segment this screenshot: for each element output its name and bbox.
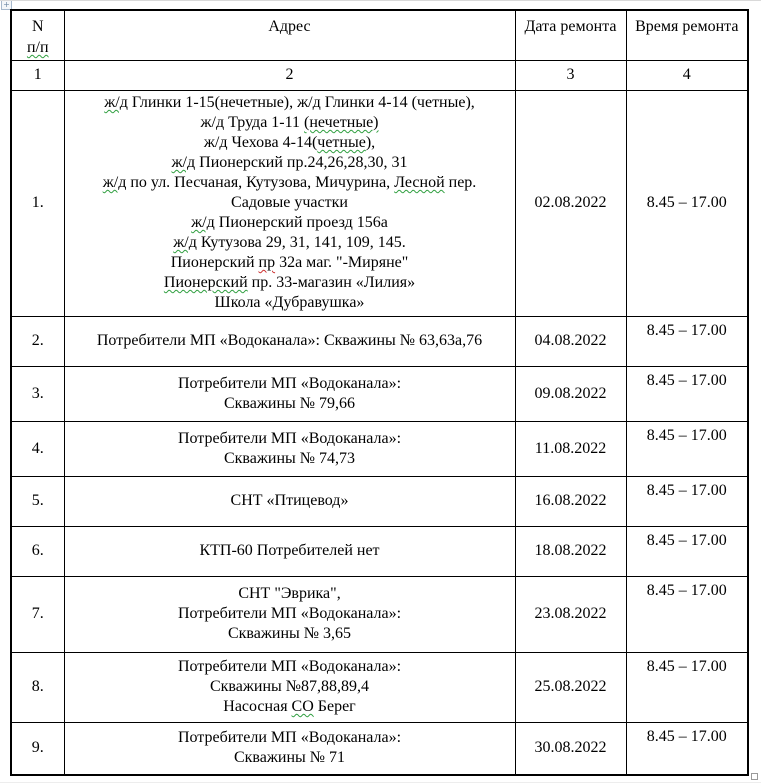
column-index-1[interactable]: 1 [11,60,64,90]
address-text: ж/д Чехова 4-14( [203,134,318,151]
row-number-cell[interactable]: 9. [11,722,64,775]
repair-time-cell[interactable]: 8.45 – 17.00 [626,526,748,576]
table-row [11,366,748,421]
address-line [65,233,515,253]
table-body [11,90,748,775]
repair-date-cell[interactable]: 16.08.2022 [515,476,626,526]
address-text: Берег [313,698,356,715]
row-number-cell[interactable]: 8. [11,652,64,722]
spellcheck-marked-text: (нечетные) [304,114,379,131]
table-row [11,476,748,526]
repair-time-cell[interactable]: 8.45 – 17.00 [626,366,748,421]
repair-time-cell[interactable]: 8.45 – 17.00 [626,476,748,526]
address-text: Скважины № 3,65 [227,625,352,642]
address-text: Скважины № 71 [233,749,346,767]
address-line [65,748,515,768]
address-line [65,253,515,273]
address-line [65,213,515,233]
col-header-num-line2: п/п [26,39,49,56]
col-header-num-line1: N [31,18,44,35]
address-text: Пионерский [170,254,259,271]
address-line [65,657,515,677]
address-text: Глинки 1-15(нечетные), ж/д Глинки 4-14 (четные), [127,94,475,111]
address-text: Потребители МП «Водоканала»: [177,374,402,392]
row-number-cell[interactable]: 5. [11,476,64,526]
address-text: Пионерский проезд 156а [214,214,388,231]
col-header-address[interactable]: Адрес [64,10,515,60]
repair-time-cell[interactable]: 8.45 – 17.00 [626,576,748,652]
address-text: Потребители МП «Водоканала»: [177,658,402,675]
address-text: пер. [444,174,477,191]
table-row [11,526,748,576]
repair-time-cell[interactable]: 8.45 – 17.00 [626,316,748,366]
repair-date-cell[interactable]: 25.08.2022 [515,652,626,722]
repair-time-cell[interactable]: 8.45 – 17.00 [626,421,748,476]
address-text: Кутузова 29, 31, 141, 109, 145. [196,234,406,251]
spellcheck-marked-text: Пионерский [163,274,248,291]
column-index-2[interactable]: 2 [64,60,515,90]
table-row [11,90,748,316]
address-line [65,541,515,561]
address-text: Садовые участки [231,194,348,211]
row-number-cell[interactable]: 3. [11,366,64,421]
address-line [65,728,515,748]
repair-date-cell[interactable]: 30.08.2022 [515,722,626,775]
address-line [65,491,515,511]
row-number-cell[interactable]: 4. [11,421,64,476]
row-number-cell[interactable]: 7. [11,576,64,652]
address-text: 32а маг. "-Миряне" [275,254,409,271]
spellcheck-marked-text: четные [317,134,366,151]
address-line [65,394,515,414]
spellcheck-marked-text: Лесной [394,174,445,191]
repair-date-cell[interactable]: 04.08.2022 [515,316,626,366]
row-number-cell[interactable]: 6. [11,526,64,576]
address-text: Скважины № 79,66 [223,394,356,412]
repair-date-cell[interactable]: 09.08.2022 [515,366,626,421]
address-text: Скважины № 74,73 [223,449,356,467]
address-line [65,133,515,153]
spellcheck-marked-text: СО [291,698,314,715]
address-text: Скважины №87,88,89,4 [209,678,370,695]
repair-schedule-table [10,9,749,776]
address-cell[interactable] [64,421,515,476]
address-line [65,677,515,697]
address-line [65,429,515,449]
table-row [11,316,748,366]
col-header-time[interactable]: Время ремонта [626,10,748,60]
column-index-row [11,60,748,90]
column-index-4[interactable]: 4 [626,60,748,90]
address-text: Насосная [223,698,292,715]
table-row [11,421,748,476]
address-line [65,153,515,173]
address-line [65,93,515,113]
address-line [65,449,515,469]
spellcheck-marked-text: ж/д [102,174,127,191]
table-row [11,652,748,722]
header-row [11,10,748,60]
address-line [65,331,515,351]
spellcheck-marked-text: ж/д [191,214,215,231]
address-cell[interactable] [64,316,515,366]
repair-time-cell[interactable]: 8.45 – 17.00 [626,90,748,316]
spellcheck-marked-text: ж/д [104,94,128,111]
address-cell[interactable] [64,526,515,576]
address-text: Потребители МП «Водоканала»: Скважины № 63,63а,76 [96,332,483,349]
spellcheck-marked-text: ж/д [171,154,196,171]
address-line [65,113,515,133]
repair-date-cell[interactable]: 18.08.2022 [515,526,626,576]
address-cell[interactable] [64,366,515,421]
address-line [65,624,515,644]
address-text: СНТ "Эврика", [238,585,341,602]
col-header-date[interactable]: Дата ремонта [515,10,626,60]
table-move-handle-icon[interactable]: + [1,0,12,10]
address-cell[interactable] [64,652,515,722]
address-text: Пионерский пр.24,26,28,30, 31 [195,154,408,171]
address-text: ж/д Труда 1-11 [200,114,305,131]
column-index-3[interactable]: 3 [515,60,626,90]
repair-time-cell[interactable]: 8.45 – 17.00 [626,722,748,775]
repair-time-cell[interactable]: 8.45 – 17.00 [626,652,748,722]
address-text: СНТ «Птицевод» [230,492,349,509]
address-line [65,584,515,604]
address-text: Потребители МП «Водоканала»: [177,729,402,747]
table-resize-handle[interactable] [751,773,758,780]
address-text: Школа «Дубравушка» [214,294,365,311]
address-line [65,273,515,293]
repair-date-cell[interactable]: 23.08.2022 [515,576,626,652]
row-number-cell[interactable]: 1. [11,90,64,316]
address-line [65,604,515,624]
row-number-cell[interactable]: 2. [11,316,64,366]
address-cell[interactable] [64,90,515,316]
address-line [65,193,515,213]
spellcheck-marked-text: ж/д [173,234,197,251]
address-line [65,697,515,717]
address-text: пр. 33-магазин «Лилия» [247,274,416,291]
col-header-num[interactable] [11,10,64,60]
address-cell[interactable] [64,722,515,775]
address-text: Потребители МП «Водоканала»: [177,605,402,622]
address-text: Потребители МП «Водоканала»: [177,429,402,447]
address-text: КТП-60 Потребителей нет [199,542,380,559]
address-cell[interactable] [64,576,515,652]
table-row [11,576,748,652]
address-text: ), [365,134,376,151]
address-cell[interactable] [64,476,515,526]
repair-date-cell[interactable]: 02.08.2022 [515,90,626,316]
address-line [65,374,515,394]
address-line [65,173,515,193]
spellcheck-marked-text: пр [258,254,276,271]
repair-date-cell[interactable]: 11.08.2022 [515,421,626,476]
table-row [11,722,748,775]
address-text: по ул. Песчаная, Кутузова, Мичурина, [126,174,395,191]
address-line [65,293,515,313]
